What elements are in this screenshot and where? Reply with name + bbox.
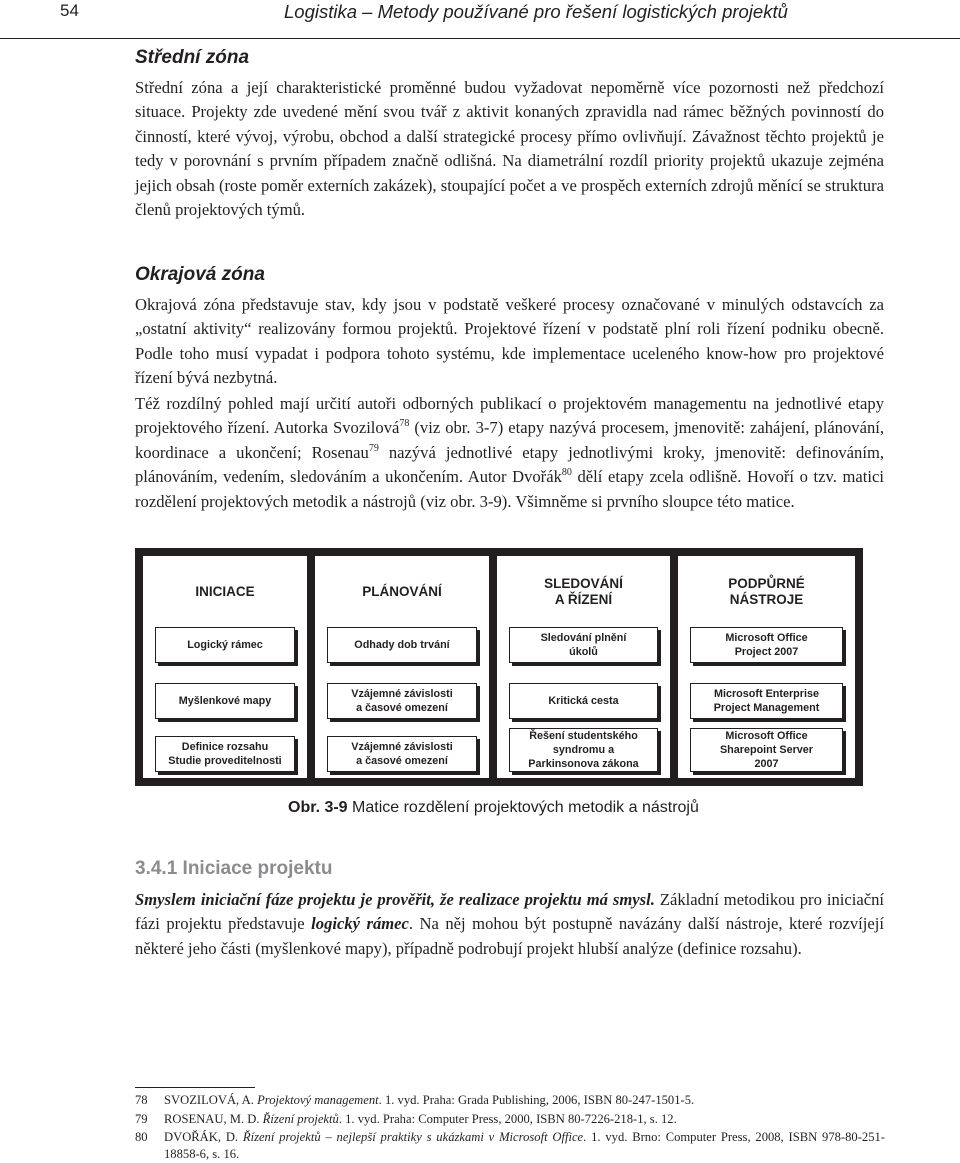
section-heading-okrajova-zona: Okrajová zóna [135,264,265,285]
page-number: 54 [60,1,79,20]
footnote-text: DVOŘÁK, D. [164,1130,243,1144]
figure-caption [288,799,699,817]
paragraph-okrajova-zona-2 [135,392,884,514]
header-rule [0,38,960,39]
matrix-column [678,556,855,778]
footnote-text: . 1. vyd. Praha: Grada Publishing, 2006, ISBN 80-247-1501-5. [378,1093,695,1107]
footnote-79 [135,1111,885,1128]
matrix-column [497,556,670,778]
paragraph-text: (viz obr. 3-7) etapy nazývá procesem, jmenovitě: zahájení, plánování, koordinace a ukončení; Rosenau [135,418,884,462]
paragraph-iniciace [135,888,884,961]
matrix-cell: Definice rozsahu Studie proveditelnosti [155,736,295,772]
footnote-ref: 78 [399,418,410,430]
footnote-ref: 80 [561,467,572,479]
paragraph-text: . Na něj mohou být postupně navázány další nástroje, které rozvíjejí některé jeho části (myšlenkové mapy), případně podrobují projekt hlubší analýze (definice rozsahu). [135,914,884,958]
paragraph-text: dělí etapy zcela odlišně. Hovoří o tzv. matici rozdělení projektových metodik a nástrojů (viz obr. 3-9). Všimněme si prvního sloupce této matice. [135,467,884,511]
footnote-number: 80 [135,1130,148,1144]
matrix-cell: Microsoft Enterprise Project Management [690,683,843,719]
paragraph-text: nazývá jednotlivé etapy jednotlivými kroky, jmenovitě: definováním, plánováním, vedením, sledováním a ukončením. Autor Dvořák [135,442,884,487]
paragraph-stredni-zona: Střední zóna a její charakteristické proměnné budou vyžadovat nepoměrně více pozornosti než předchozí situace. Projekty zde uvedené mění svou tvář z aktivit konaných zpravidla nad rámec běžných povinností do činností, které vývoj, výrobu, obchod a další strategické procesy přímo ovlivňují. Závažnost těchto projektů je tedy v porovnání s prvním případem značně odlišná. Na diametrální rozdíl priority projektů ukazuje zejména jejich obsah (roste poměr externích zakázek), stoupající počet a ve prospěch externích zdrojů měnící se struktura členů projektových týmů. [135,78,884,220]
footnote-number: 78 [135,1093,148,1107]
footnote-text: ROSENAU, M. D. [164,1112,263,1126]
footnote-ref: 79 [368,442,379,454]
matrix-cell: Odhady dob trvání [327,627,477,663]
matrix-cell: Kritická cesta [509,683,658,719]
section-heading-stredni-zona: Střední zóna [135,47,250,68]
footnote-rule [135,1087,255,1088]
paragraph-text: Základní metodikou pro iniciační fázi projektu představuje [135,890,884,934]
matrix-cell: Microsoft Office Sharepoint Server 2007 [690,728,843,772]
footnote-book-title: Projektový management [257,1093,379,1107]
figure-caption-text: Matice rozdělení projektových metodik a nástrojů [352,799,699,816]
figure-label: Obr. 3-9 [288,799,348,816]
paragraph-text: Též rozdílný pohled mají určití autoři odborných publikací o projektovém managementu na jednotlivé etapy projektového řízení. Autorka Svozilová [135,394,884,438]
matrix-cell: Řešení studentského syndromu a Parkinsonova zákona [509,728,658,772]
footnote-number: 79 [135,1112,148,1126]
matrix-column [143,556,307,778]
footnote-text: . 1. vyd. Praha: Computer Press, 2000, ISBN 80-7226-218-1, s. 12. [338,1112,677,1126]
matrix-cell: Sledování plnění úkolů [509,627,658,663]
footnote-80 [135,1129,885,1163]
matrix-cell: Microsoft Office Project 2007 [690,627,843,663]
matrix-cell: Logický rámec [155,627,295,663]
footnote-text: SVOZILOVÁ, A. [164,1093,258,1107]
paragraph-okrajova-zona-1: Okrajová zóna představuje stav, kdy jsou v podstatě veškeré procesy označované v minulých odstavcích za „ostatní aktivity“ realizovány formou projektů. Projektové řízení v podstatě plní roli řízení podniku obecně. Podle toho musí vypadat i podpora tohoto systému, kde implementace uceleného know-how pro projektové řízení bývá nezbytná. [135,295,884,388]
footnote-text: . 1. vyd. Brno: Computer Press, 2008, ISBN 978-80-251-18858-6, s. 16. [164,1130,885,1161]
column-title: PLÁNOVÁNÍ [362,584,442,599]
matrix-column [315,556,489,778]
footnote-book-title: Řízení projektů [262,1112,339,1126]
emphasis-text: Smyslem iniciační fáze projektu je prověřit, že realizace projektu má smysl. [135,890,655,909]
matrix-cell: Vzájemné závislosti a časové omezení [327,683,477,719]
column-title: PODPŮRNÉ NÁSTROJE [728,576,805,607]
matrix-cell: Vzájemné závislosti a časové omezení [327,736,477,772]
footnote-78 [135,1092,885,1109]
matrix-cell: Myšlenkové mapy [155,683,295,719]
emphasis-text: logický rámec [311,914,409,934]
subsection-heading: 3.4.1 Iniciace projektu [135,858,333,879]
running-title: Logistika – Metody používané pro řešení logistických projektů [284,1,788,22]
column-title: SLEDOVÁNÍ A ŘÍZENÍ [544,576,623,607]
methodology-matrix-figure [135,548,863,786]
footnote-book-title: Řízení projektů – nejlepší praktiky s ukázkami v Microsoft Office [242,1130,584,1144]
column-title: INICIACE [195,584,255,599]
